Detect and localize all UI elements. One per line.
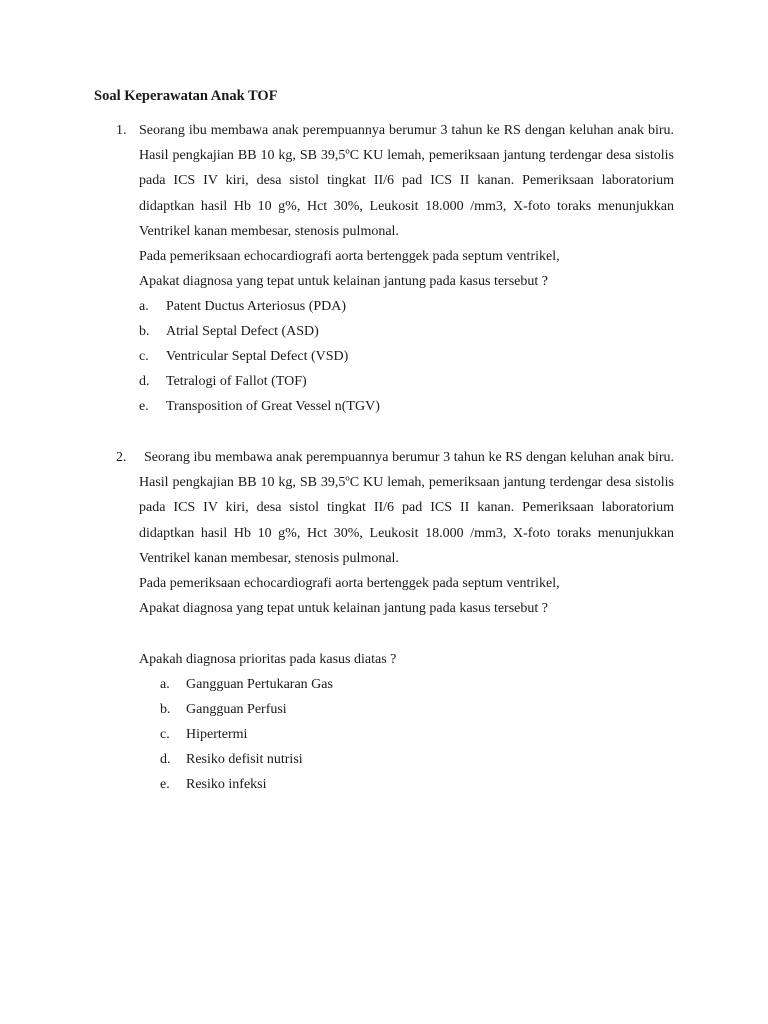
option-letter: b. — [139, 324, 150, 339]
option-letter: c. — [139, 349, 149, 364]
option-text: Atrial Septal Defect (ASD) — [166, 324, 319, 339]
option-letter: e. — [160, 777, 170, 792]
question-number: 2. — [116, 450, 127, 465]
question-number: 1. — [116, 123, 127, 138]
option-text: Patent Ductus Arteriosus (PDA) — [166, 299, 347, 314]
option-text: Resiko infeksi — [186, 777, 267, 792]
option-letter: d. — [160, 752, 171, 767]
question-stem: Seorang ibu membawa anak perempuannya berumur 3 tahun ke RS dengan keluhan anak biru. Hasil pengkajian BB 10 kg, SB 39,5ºC KU lemah, pemeriksaan jantung terdengar desa sistolis pada ICS IV kiri, desa sistol tingkat II/6 pad ICS II kanan. Pemeriksaan laboratorium didaptkan hasil Hb 10 g%, Hct 30%, Leukosit 18.000 /mm3, X-foto toraks menunjukkan Ventrikel kanan membesar, stenosis pulmonal. — [139, 123, 674, 239]
option-text: Resiko defisit nutrisi — [186, 752, 303, 767]
document-title: Soal Keperawatan Anak TOF — [94, 88, 278, 104]
option-text: Transposition of Great Vessel n(TGV) — [166, 399, 380, 414]
option-text: Gangguan Pertukaran Gas — [186, 677, 333, 692]
priority-question: Apakah diagnosa prioritas pada kasus diatas ? — [139, 652, 397, 667]
option-letter: a. — [160, 677, 170, 692]
option-text: Hipertermi — [186, 727, 248, 742]
option-letter: e. — [139, 399, 149, 414]
question-prompt: Apakat diagnosa yang tepat untuk kelainan jantung pada kasus tersebut ? — [139, 274, 548, 289]
question-stem: Seorang ibu membawa anak perempuannya berumur 3 tahun ke RS dengan keluhan anak biru. Hasil pengkajian BB 10 kg, SB 39,5ºC KU lemah, pemeriksaan jantung terdengar desa sistolis pada ICS IV kiri, desa sistol tingkat II/6 pad ICS II kanan. Pemeriksaan laboratorium didaptkan hasil Hb 10 g%, Hct 30%, Leukosit 18.000 /mm3, X-foto toraks menunjukkan Ventrikel kanan membesar, stenosis pulmonal. — [139, 450, 674, 566]
question-stem-last-line: Pada pemeriksaan echocardiografi aorta bertenggek pada septum ventrikel, — [139, 576, 560, 591]
question-prompt: Apakat diagnosa yang tepat untuk kelainan jantung pada kasus tersebut ? — [139, 601, 548, 616]
option-text: Ventricular Septal Defect (VSD) — [166, 349, 349, 364]
option-letter: d. — [139, 374, 150, 389]
option-letter: b. — [160, 702, 171, 717]
option-letter: c. — [160, 727, 170, 742]
option-text: Tetralogi of Fallot (TOF) — [166, 374, 307, 389]
option-text: Gangguan Perfusi — [186, 702, 287, 717]
option-letter: a. — [139, 299, 149, 314]
question-stem-last-line: Pada pemeriksaan echocardiografi aorta bertenggek pada septum ventrikel, — [139, 249, 560, 264]
